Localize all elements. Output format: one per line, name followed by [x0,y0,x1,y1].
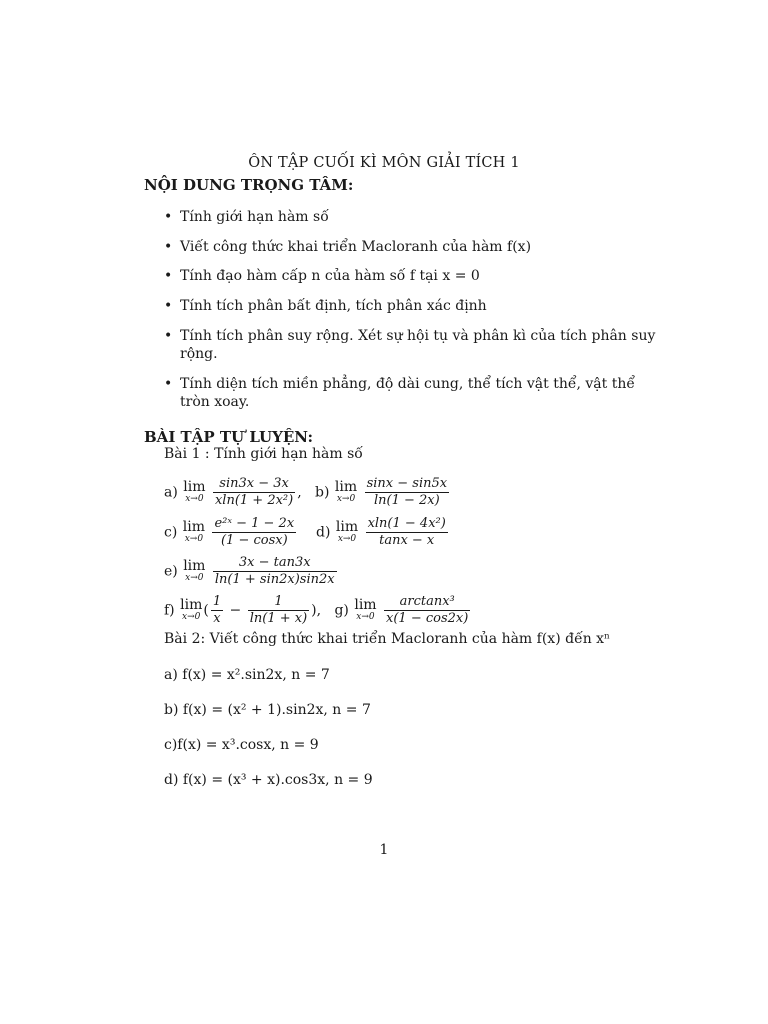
fraction: $\frac{1}{x}$ [212,594,222,626]
limit-operator: lim x→0 [334,478,358,504]
expansion-item: b) f(x) = (x² + 1).sin2x, n = 7 [164,702,371,718]
bullet-text: Tính diện tích miền phẳng, độ dài cung, thể tích vật thể, vật thể tròn xoay. [180,376,635,410]
bullet-text: Tính tích phân suy rộng. Xét sự hội tụ và phân kì của tích phân suy rộng. [180,328,656,362]
limit-operator: lim x→0 [182,518,205,544]
limit-row-ab: a) lim x→0 $\frac{\sin 3x - 3x}{\text{xln(1 + 2x²)}}$ , b) lim x→0 $\frac{\sin x - \sin 5x}{\ln(1 - 2x)}$ [164,476,448,508]
fraction: $\frac{\text{xln(1 − 4x²)}}{\tan x - x}$ [367,516,446,548]
problem-label: b) [315,484,330,501]
problem-label: a) [164,484,178,501]
fraction: $\frac{3x - \tan 3x}{\ln(1 + \sin 2x)\sin 2x}$ [214,555,335,587]
limit-operator: lim x→0 [354,596,377,622]
problem-label: d) [315,524,331,541]
section-heading-exercises: BÀI TẬP TỰ LUYỆN: [144,428,313,446]
fraction: $\frac{\text{arctanx³}}{x(1 - \cos 2x)}$ [386,594,469,626]
bullet-item: • Tính diện tích miền phẳng, độ dài cung, thể tích vật thể, vật thể tròn xoay. [164,376,635,410]
exercise-1-title: Bài 1 : Tính giới hạn hàm số [164,446,363,462]
fraction: $\frac{\text{e²ˣ − 1 − 2x}}{(1 - \cos x)}$ [214,516,295,548]
expansion-item: c)f(x) = x³.cosx, n = 9 [164,737,319,753]
bullet-text: Tính đạo hàm cấp n của hàm số f tại x = 0 [180,268,480,284]
problem-label: f) [164,602,175,619]
bullet-item: • Tính đạo hàm cấp n của hàm số f tại x = 0 [164,268,480,284]
section-heading-content: NỘI DUNG TRỌNG TÂM: [144,176,354,194]
problem-label: g) [334,602,349,619]
bullet-text: Viết công thức khai triển Macloranh của hàm f(x) [180,239,532,255]
fraction: $\frac{1}{\ln(1 + x)}$ [249,594,308,626]
problem-label: e) [164,563,178,580]
limit-row-fg: f) lim x→0 ( $\frac{1}{x}$ − $\frac{1}{\ln(1 + x)}$ ), g) lim x→0 $\frac{\text{arctanx³}}{x(1 - \cos 2x)}$ [164,594,469,626]
expansion-item: d) f(x) = (x³ + x).cos3x, n = 9 [164,772,373,788]
limit-operator: lim x→0 [180,596,203,622]
bullet-text: Tính giới hạn hàm số [180,209,329,225]
bullet-item: • Tính tích phân bất định, tích phân xác định [164,298,487,314]
limit-row-e [164,555,339,588]
limit-operator: lim x→0 [183,557,206,583]
bullet-item: • Viết công thức khai triển Macloranh của hàm f(x) [164,239,532,255]
limit-operator: lim x→0 [183,478,206,504]
limit-operator: lim x→0 [335,518,359,544]
bullet-item: • Tính giới hạn hàm số [164,209,329,225]
problem-label: c) [164,524,178,541]
fraction: $\frac{\sin 3x - 3x}{\text{xln(1 + 2x²)}}$ [214,476,294,508]
document-title: ÔN TẬP CUỐI KÌ MÔN GIẢI TÍCH 1 [248,155,520,171]
bullet-item: • Tính tích phân suy rộng. Xét sự hội tụ và phân kì của tích phân suy rộng. [164,328,656,362]
page-number: 1 [379,842,389,858]
bullet-text: Tính tích phân bất định, tích phân xác định [180,298,487,314]
limit-row-cd [164,516,450,549]
fraction: $\frac{\sin x - \sin 5x}{\ln(1 - 2x)}$ [366,476,448,508]
exercise-2-title: Bài 2: Viết công thức khai triển Macloranh của hàm f(x) đến xⁿ [164,631,611,647]
expansion-item: a) f(x) = x².sin2x, n = 7 [164,667,330,683]
